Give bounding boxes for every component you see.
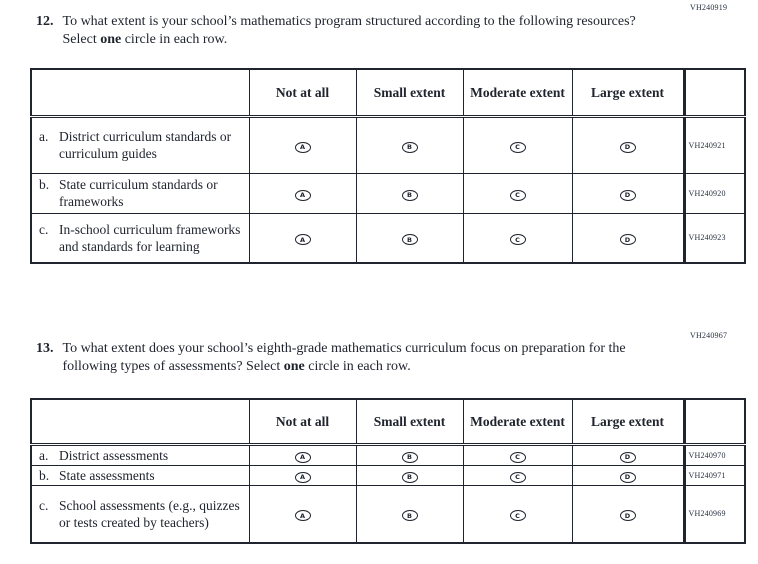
q13-row-b-label-cell (31, 465, 249, 485)
q12-row-c-code: VH240923 (684, 213, 745, 263)
q13-row-a-cell-moderate-extent (463, 444, 572, 465)
q12-row-b-cell-not-at-all (249, 173, 356, 213)
question-13-accession-code: VH240967 (690, 331, 728, 340)
q12-row-c-cell-not-at-all (249, 213, 356, 263)
q12-row-c (31, 213, 745, 263)
q12-row-a-label-cell (31, 116, 249, 173)
q13-row-a-moderate-extent-circle[interactable]: C (510, 452, 526, 463)
q13-row-b-cell-small-extent (356, 465, 463, 485)
q13-header-row (31, 399, 745, 444)
q13-row-a-cell-small-extent (356, 444, 463, 465)
q12-row-c-small-extent-circle[interactable]: B (402, 234, 418, 245)
q13-row-a-letter: a. (39, 447, 49, 463)
q12-row-c-label: In-school curriculum frameworks and standards for learning (59, 221, 241, 254)
question-13-text-after: circle in each row. (304, 359, 411, 374)
question-13-text-bold: one (283, 359, 305, 374)
q13-row-c-cell-large-extent (572, 485, 684, 543)
q13-row-a-label: District assessments (59, 447, 169, 463)
q12-row-a-label: District curriculum standards or curriculum guides (59, 129, 232, 161)
question-12-text-bold: one (100, 32, 122, 47)
q13-row-a-cell-large-extent (572, 444, 684, 465)
q12-row-c-not-at-all-circle[interactable]: A (295, 234, 311, 245)
q12-row-a-cell-not-at-all (249, 116, 356, 173)
q12-row-a-moderate-extent-circle[interactable]: C (510, 142, 526, 153)
q13-header-moderate-extent: Moderate extent (463, 399, 572, 444)
question-13 (36, 340, 641, 376)
q12-header-row (31, 69, 745, 116)
q12-row-c-cell-small-extent (356, 213, 463, 263)
question-13-text (63, 340, 641, 376)
question-12 (36, 13, 641, 49)
q12-row-b-small-extent-circle[interactable]: B (402, 190, 418, 201)
q13-row-b-small-extent-circle[interactable]: B (402, 472, 418, 483)
question-12-accession-code: VH240919 (690, 3, 728, 12)
q12-header-code-blank (684, 69, 745, 116)
q13-header-code-blank (684, 399, 745, 444)
q12-row-a-code: VH240921 (684, 116, 745, 173)
q13-row-a-not-at-all-circle[interactable]: A (295, 452, 311, 463)
q12-header-large-extent: Large extent (572, 69, 684, 116)
q12-row-b-cell-small-extent (356, 173, 463, 213)
q13-row-b-cell-moderate-extent (463, 465, 572, 485)
q12-row-a-cell-moderate-extent (463, 116, 572, 173)
q13-row-a-small-extent-circle[interactable]: B (402, 452, 418, 463)
q13-row-b-label: State assessments (59, 467, 155, 483)
q13-row-b-code: VH240971 (684, 465, 745, 485)
question-13-number: 13. (36, 341, 54, 356)
q12-row-b-cell-large-extent (572, 173, 684, 213)
q13-row-b-letter: b. (39, 467, 50, 483)
q13-header-blank (31, 399, 249, 444)
q13-row-a-large-extent-circle[interactable]: D (620, 452, 636, 463)
q12-row-c-moderate-extent-circle[interactable]: C (510, 234, 526, 245)
q12-row-b-not-at-all-circle[interactable]: A (295, 190, 311, 201)
q13-row-c (31, 485, 745, 543)
q13-row-c-letter: c. (39, 497, 49, 513)
q13-header-large-extent: Large extent (572, 399, 684, 444)
q12-row-b-cell-moderate-extent (463, 173, 572, 213)
q12-row-b-moderate-extent-circle[interactable]: C (510, 190, 526, 201)
q12-header-blank (31, 69, 249, 116)
q12-row-b-label: State curriculum standards or frameworks (59, 177, 218, 209)
q13-row-c-label: School assessments (e.g., quizzes or tests created by teachers) (59, 497, 240, 530)
q13-row-b-moderate-extent-circle[interactable]: C (510, 472, 526, 483)
q12-row-a-cell-large-extent (572, 116, 684, 173)
q12-header-not-at-all: Not at all (249, 69, 356, 116)
q12-row-a (31, 116, 745, 173)
q13-row-c-cell-not-at-all (249, 485, 356, 543)
q13-row-b-large-extent-circle[interactable]: D (620, 472, 636, 483)
q13-row-a-code: VH240970 (684, 444, 745, 465)
q13-row-b-cell-not-at-all (249, 465, 356, 485)
q13-row-a (31, 444, 745, 465)
q13-row-a-label-cell (31, 444, 249, 465)
q12-header-small-extent: Small extent (356, 69, 463, 116)
q13-row-b (31, 465, 745, 485)
q12-row-c-cell-large-extent (572, 213, 684, 263)
q12-row-c-letter: c. (39, 221, 49, 237)
q12-row-b-large-extent-circle[interactable]: D (620, 190, 636, 201)
question-12-text-after: circle in each row. (121, 32, 228, 47)
q13-row-b-not-at-all-circle[interactable]: A (295, 472, 311, 483)
q12-row-a-large-extent-circle[interactable]: D (620, 142, 636, 153)
question-12-response-table (30, 68, 746, 264)
q13-header-small-extent: Small extent (356, 399, 463, 444)
question-12-text (63, 13, 641, 49)
q13-header-not-at-all: Not at all (249, 399, 356, 444)
question-12-text-before: To what extent is your school’s mathematics program structured according to the following resources? Select (62, 14, 636, 47)
q13-row-c-label-cell (31, 485, 249, 543)
q12-row-b-letter: b. (39, 177, 50, 192)
q13-row-c-cell-moderate-extent (463, 485, 572, 543)
q12-row-b-label-cell (31, 173, 249, 213)
q12-row-c-cell-moderate-extent (463, 213, 572, 263)
q13-row-a-cell-not-at-all (249, 444, 356, 465)
q12-header-moderate-extent: Moderate extent (463, 69, 572, 116)
q13-row-c-not-at-all-circle[interactable]: A (295, 510, 311, 521)
q12-row-b-code: VH240920 (684, 173, 745, 213)
q12-row-c-label-cell (31, 213, 249, 263)
q13-row-c-moderate-extent-circle[interactable]: C (510, 510, 526, 521)
q12-row-a-letter: a. (39, 129, 49, 144)
q12-row-b (31, 173, 745, 213)
question-13-text-before: To what extent does your school’s eighth-grade mathematics curriculum focus on preparation for the following types of assessments? Select (62, 341, 626, 374)
q12-row-a-small-extent-circle[interactable]: B (402, 142, 418, 153)
question-13-response-table (30, 398, 746, 544)
q13-row-c-code: VH240969 (684, 485, 745, 543)
q13-row-c-small-extent-circle[interactable]: B (402, 510, 418, 521)
q13-row-c-large-extent-circle[interactable]: D (620, 510, 636, 521)
q12-row-a-cell-small-extent (356, 116, 463, 173)
q13-row-b-cell-large-extent (572, 465, 684, 485)
q12-row-c-large-extent-circle[interactable]: D (620, 234, 636, 245)
q12-row-a-not-at-all-circle[interactable]: A (295, 142, 311, 153)
question-12-number: 12. (36, 14, 54, 29)
q13-row-c-cell-small-extent (356, 485, 463, 543)
